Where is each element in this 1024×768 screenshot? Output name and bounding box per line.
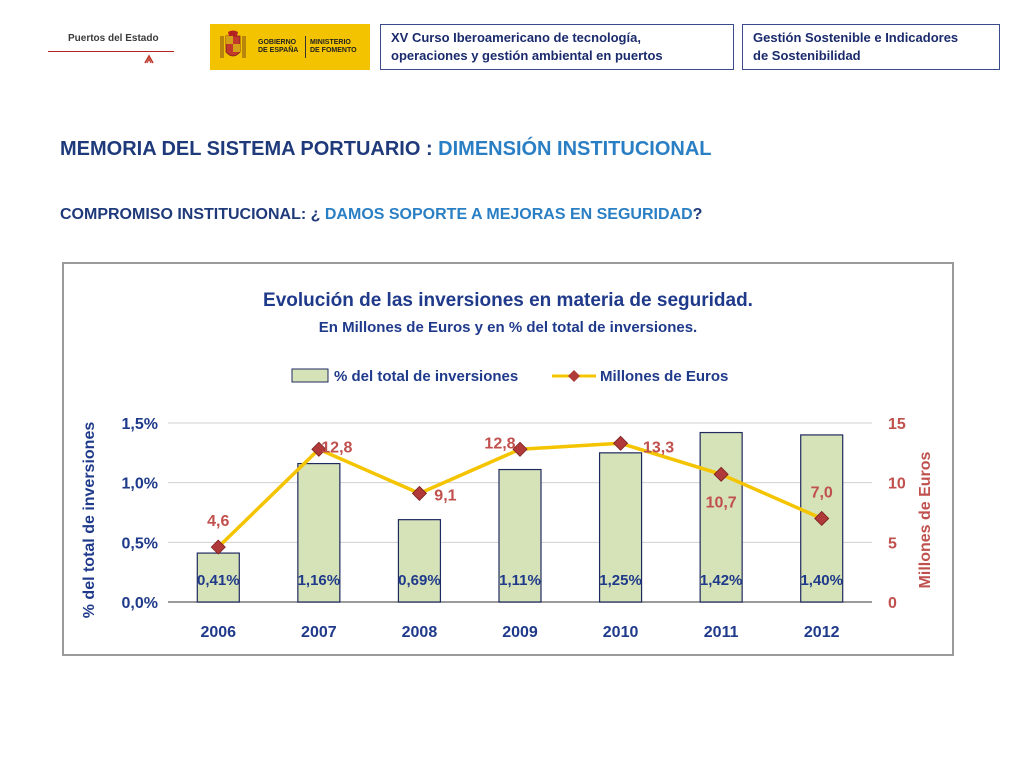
line-value-label: 13,3 (643, 439, 675, 457)
coat-of-arms-icon (218, 30, 248, 64)
bar-value-label: 0,41% (197, 572, 240, 589)
x-tick-label: 2011 (703, 624, 739, 641)
line-value-label: 7,0 (810, 484, 833, 502)
line-value-label: 12,8 (321, 439, 353, 457)
chart-legend (292, 368, 728, 385)
line-value-label: 12,8 (484, 435, 516, 453)
legend-bar-label: % del total de inversiones (334, 368, 519, 385)
left-axis-ticks (122, 416, 158, 612)
slide-subtitle-prefix: COMPROMISO INSTITUCIONAL: ¿ (60, 206, 325, 223)
ministerio-text: MINISTERIO DE FOMENTO (310, 39, 357, 54)
right-axis-title: Millones de Euros (917, 451, 934, 589)
bar-labels (197, 572, 843, 589)
gobierno-ministerio-logo (210, 24, 370, 70)
line-point (614, 436, 628, 450)
slide-subtitle-suffix: ? (692, 206, 703, 223)
slide-subtitle (60, 206, 702, 224)
x-tick-label: 2010 (602, 624, 639, 641)
line-value-label: 10,7 (705, 494, 737, 512)
line-value-label: 9,1 (434, 487, 457, 505)
line-value-label: 4,6 (207, 513, 230, 531)
bar-value-label: 1,16% (297, 572, 341, 589)
right-tick-label: 10 (888, 475, 906, 493)
puertos-del-estado-logo (48, 26, 176, 70)
topic-title-box (742, 24, 1000, 70)
slide-title-highlight: DIMENSIÓN INSTITUCIONAL (438, 138, 712, 160)
legend-bar-swatch (292, 369, 328, 382)
right-tick-label: 0 (888, 595, 897, 612)
bar-value-label: 0,69% (398, 572, 441, 589)
x-tick-label: 2012 (803, 624, 840, 641)
left-tick-label: 1,0% (121, 475, 158, 493)
slide-title-prefix: MEMORIA DEL SISTEMA PORTUARIO : (60, 138, 439, 160)
course-line-2: operaciones y gestión ambiental en puertos (391, 48, 663, 63)
right-axis-ticks (888, 416, 906, 612)
topic-line-2: de Sostenibilidad (753, 48, 861, 63)
course-line-1: XV Curso Iberoamericano de tecnología, (391, 30, 641, 45)
chart-title: Evolución de las inversiones en materia de seguridad. (263, 290, 753, 311)
investment-chart (62, 262, 954, 656)
bar (398, 520, 440, 602)
x-tick-label: 2008 (401, 624, 438, 641)
logo-separator (305, 36, 306, 58)
x-axis-ticks (200, 624, 839, 641)
course-title-box (380, 24, 734, 70)
puertos-logo-text: Puertos del Estado (68, 33, 159, 44)
slide-title (60, 138, 712, 161)
gobierno-text: GOBIERNO DE ESPAÑA (258, 39, 299, 54)
legend-line-marker (568, 370, 580, 382)
right-tick-label: 15 (888, 416, 906, 433)
x-tick-label: 2009 (502, 624, 538, 641)
line-point (412, 486, 426, 500)
bar-value-label: 1,42% (699, 572, 743, 589)
chart-subtitle: En Millones de Euros y en % del total de inversiones. (318, 319, 698, 336)
bar-value-label: 1,25% (599, 572, 642, 589)
legend-line-label: Millones de Euros (600, 368, 729, 385)
bar-value-label: 1,40% (800, 572, 843, 589)
left-tick-label: 0,0% (121, 595, 158, 612)
left-axis-title: % del total de inversiones (81, 421, 98, 619)
bar-value-label: 1,11% (499, 572, 541, 589)
puertos-mark-icon (144, 54, 154, 64)
x-tick-label: 2006 (200, 624, 237, 641)
right-tick-label: 5 (888, 535, 897, 553)
logo-underline (48, 51, 174, 52)
x-tick-label: 2007 (301, 624, 337, 641)
left-tick-label: 0,5% (121, 535, 158, 553)
slide-subtitle-highlight: DAMOS SOPORTE A MEJORAS EN SEGURIDAD (324, 206, 693, 223)
topic-line-1: Gestión Sostenible e Indicadores (753, 30, 959, 45)
left-tick-label: 1,5% (121, 416, 158, 433)
